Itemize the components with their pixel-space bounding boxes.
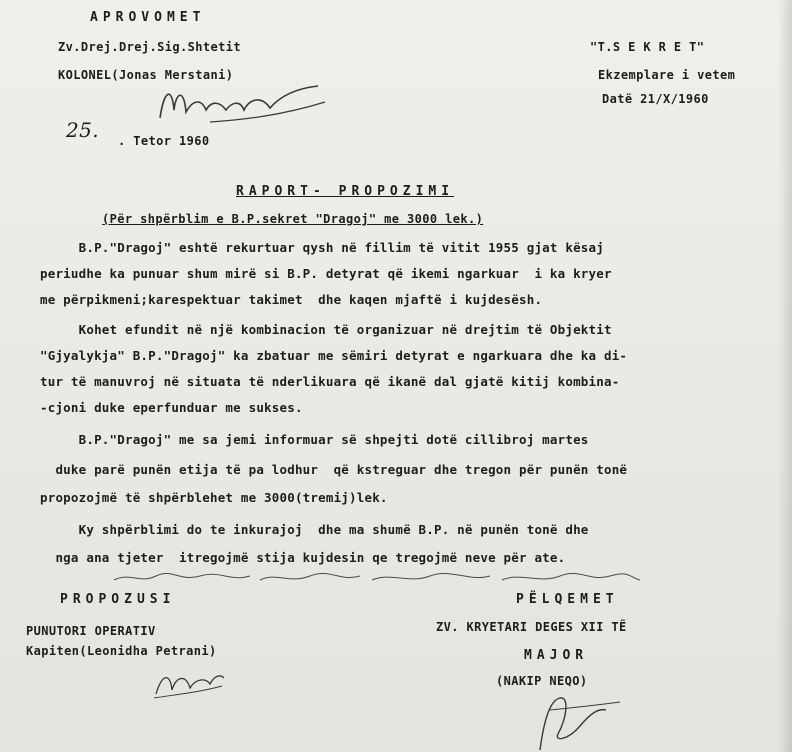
consent-label: PËLQEMET [516,592,619,607]
body-line: B.P."Dragoj" eshtë rekurtuar qysh në fillim të vitit 1955 gjat kësaj [40,240,604,255]
document-date: Datë 21/X/1960 [602,92,709,106]
proposer-role: PUNUTORI OPERATIV [26,624,156,638]
body-line: tur të manuvroj në situata të nderlikuara që ikanë dal gjatë kitij kombina- [40,374,620,389]
handwritten-annotation [110,568,650,588]
proposer-signature [150,664,230,704]
consent-signature [520,690,640,752]
approver-position: Zv.Drej.Drej.Sig.Shtetit [58,40,241,54]
page-edge-shadow [778,0,792,752]
classification-mark: "T.S E K R E T" [590,40,705,54]
body-line: B.P."Dragoj" me sa jemi informuar së shpejti dotë cillibroj martes [40,432,589,447]
body-line: "Gjyalykja" B.P."Dragoj" ka zbatuar me sëmiri detyrat e ngarkuara dhe ka di- [40,348,628,363]
body-line: periudhe ka punuar shum mirë si B.P. detyrat që ikemi ngarkuar i ka kryer [40,266,612,281]
body-line: -cjoni duke eperfunduar me sukses. [40,400,303,415]
body-line: Kohet efundit në një kombinacion të organizuar në drejtim të Objektit [40,322,612,337]
report-subtitle: (Për shpërblim e B.P.sekret "Dragoj" me 3000 lek.) [102,212,484,226]
proposer-label: PROPOZUSI [60,592,176,607]
body-line: nga ana tjeter itregojmë stija kujdesin qe tregojmë neve për ate. [40,550,566,565]
body-line: Ky shpërblimi do te inkurajoj dhe ma shumë B.P. në punën tonë dhe [40,522,589,537]
approval-heading: APROVOMET [90,10,206,25]
approver-signature [150,80,330,130]
body-line: duke parë punën etija të pa lodhur që kstreguar dhe tregon për punën tonë [40,462,628,477]
report-title: RAPORT- PROPOZIMI [236,184,455,199]
copies-note: Ekzemplare i vetem [598,68,736,82]
body-line: propozojmë të shpërblehet me 3000(tremij)lek. [40,490,388,505]
approval-date: . Tetor 1960 [118,134,210,148]
consent-name: (NAKIP NEQO) [496,674,588,688]
handwritten-date-day: 25. [66,118,100,142]
body-line: me përpikmeni;karespektuar takimet dhe kaqen mjaftë i kujdesësh. [40,292,543,307]
consent-rank: MAJOR [524,648,589,663]
proposer-name: Kapiten(Leonidha Petrani) [26,644,217,658]
approver-name: KOLONEL(Jonas Merstani) [58,68,234,82]
consent-role: ZV. KRYETARI DEGES XII TË [436,620,627,634]
